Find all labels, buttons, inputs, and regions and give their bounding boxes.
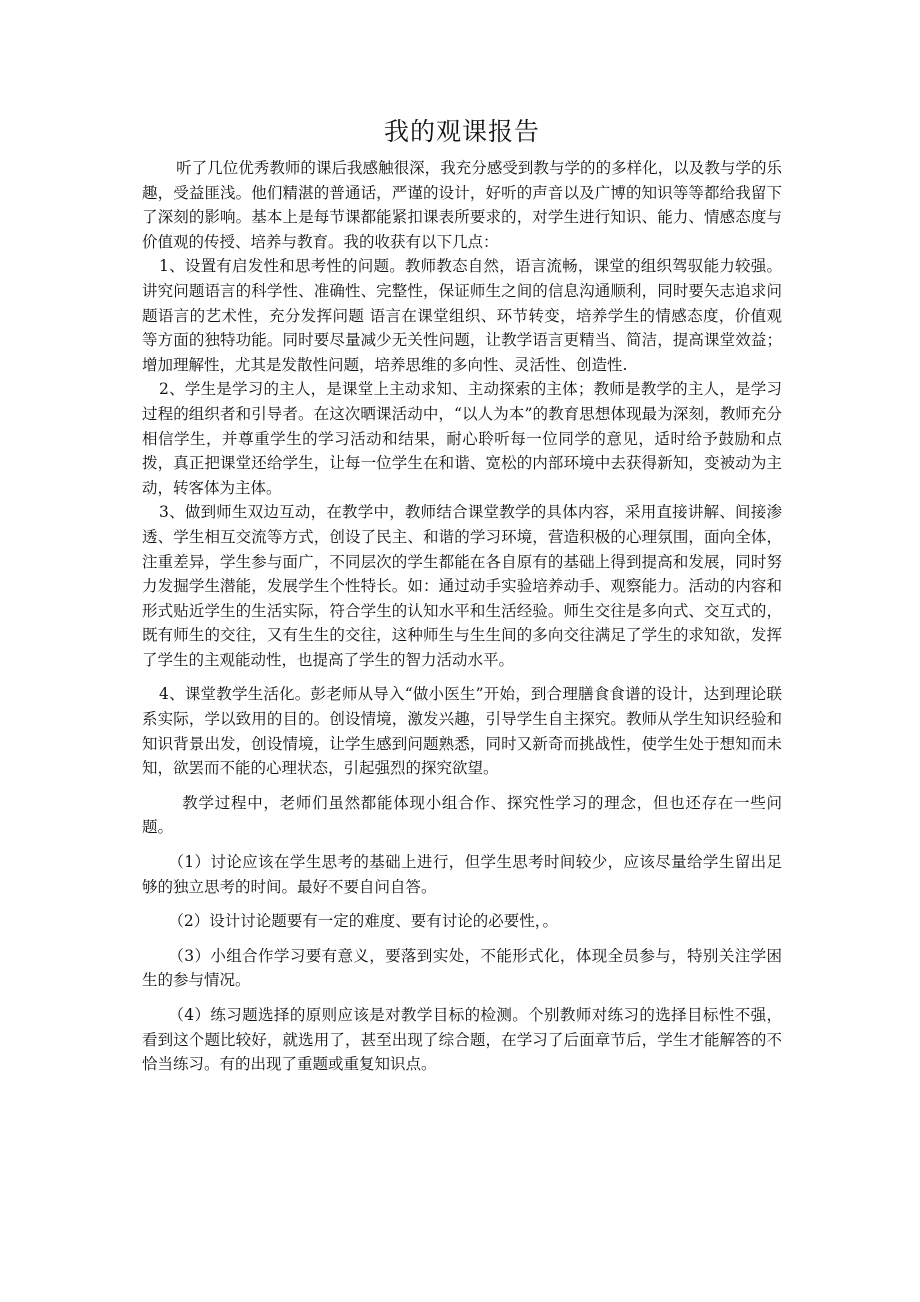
- problem-paragraph-1: （1）讨论应该在学生思考的基础上进行，但学生思考时间较少，应该尽量给学生留出足够的独立思考的时间。最好不要自问自答。: [142, 853, 782, 896]
- point-paragraph-2: 2、学生是学习的主人，是课堂上主动求知、主动探索的主体；教师是教学的主人，是学习过程的组织者和引导者。在这次晒课活动中，“以人为本”的教育思想体现最为深刻，教师充分相信学生，并尊重学生的学习活动和结果，耐心聆听每一位同学的意见，适时给予鼓励和点拨，真正把课堂还给学生，让每一位学生在和谐、宽松的内部环境中去获得新知，变被动为主动，转客体为主体。: [142, 380, 782, 497]
- problem-paragraph-4: （4）练习题选择的原则应该是对教学目标的检测。个别教师对练习的选择目标性不强，看到这个题比较好，就选用了，甚至出现了综合题，在学习了后面章节后，学生才能解答的不恰当练习。有的出现了重题或重复知识点。: [142, 1006, 782, 1074]
- point-paragraph-4: 4、课堂教学生活化。彭老师从导入“做小医生”开始，到合理膳食食谱的设计，达到理论联系实际，学以致用的目的。创设情境，激发兴趣，引导学生自主探究。教师从学生知识经验和知识背景出发，创设情境，让学生感到问题熟悉，同时又新奇而挑战性，使学生处于想知而未知，欲罢而不能的心理状态，引起强烈的探究欲望。: [142, 685, 782, 778]
- summary-paragraph: 教学过程中，老师们虽然都能体现小组合作、探究性学习的理念，但也还存在一些问题。: [142, 793, 782, 837]
- problem-paragraph-3: （3）小组合作学习要有意义，要落到实处，不能形式化，体现全员参与，特别关注学困生的参与情况。: [142, 946, 782, 990]
- problem-paragraph-2: （2）设计讨论题要有一定的难度、要有讨论的必要性，。: [168, 912, 558, 931]
- document-title: 我的观课报告: [383, 117, 540, 146]
- intro-paragraph: 听了几位优秀教师的课后我感触很深，我充分感受到教与学的的多样化，以及教与学的乐趣，受益匪浅。他们精湛的普通话，严谨的设计，好听的声音以及广博的知识等等都给我留下了深刻的影响。基本上是每节课都能紧扣课表所要求的，对学生进行知识、能力、情感态度与价值观的传授、培养与教育。我的收获有以下几点：: [142, 159, 782, 251]
- point-paragraph-1: 1、设置有启发性和思考性的问题。教师教态自然，语言流畅，课堂的组织驾驭能力较强。讲究问题语言的科学性、准确性、完整性，保证师生之间的信息沟通顺利，同时要矢志追求问题语言的艺术性，充分发挥问题 语言在课堂组织、环节转变，培养学生的情感态度，价值观等方面的独特功能。同时要尽量减少无关性问题，让教学语言更精当、简洁，提高课堂效益；增加理解性，尤其是发散性问题，培养思维的多向性、灵活性、创造性.: [142, 257, 782, 374]
- point-paragraph-3: 3、做到师生双边互动，在教学中，教师结合课堂教学的具体内容，采用直接讲解、间接渗透、学生相互交流等方式，创设了民主、和谐的学习环境，营造积极的心理氛围，面向全体，注重差异，学生参与面广，不同层次的学生都能在各自原有的基础上得到提高和发展，同时努力发掘学生潜能，发展学生个性特长。如：通过动手实验培养动手、观察能力。活动的内容和形式贴近学生的生活实际，符合学生的认知水平和生活经验。师生交往是多向式、交互式的，既有师生的交往，又有生生的交往，这种师生与生生间的多向交往满足了学生的求知欲，发挥了学生的主观能动性，也提高了学生的智力活动水平。: [142, 503, 782, 669]
- document-page: [142, 112, 782, 1077]
